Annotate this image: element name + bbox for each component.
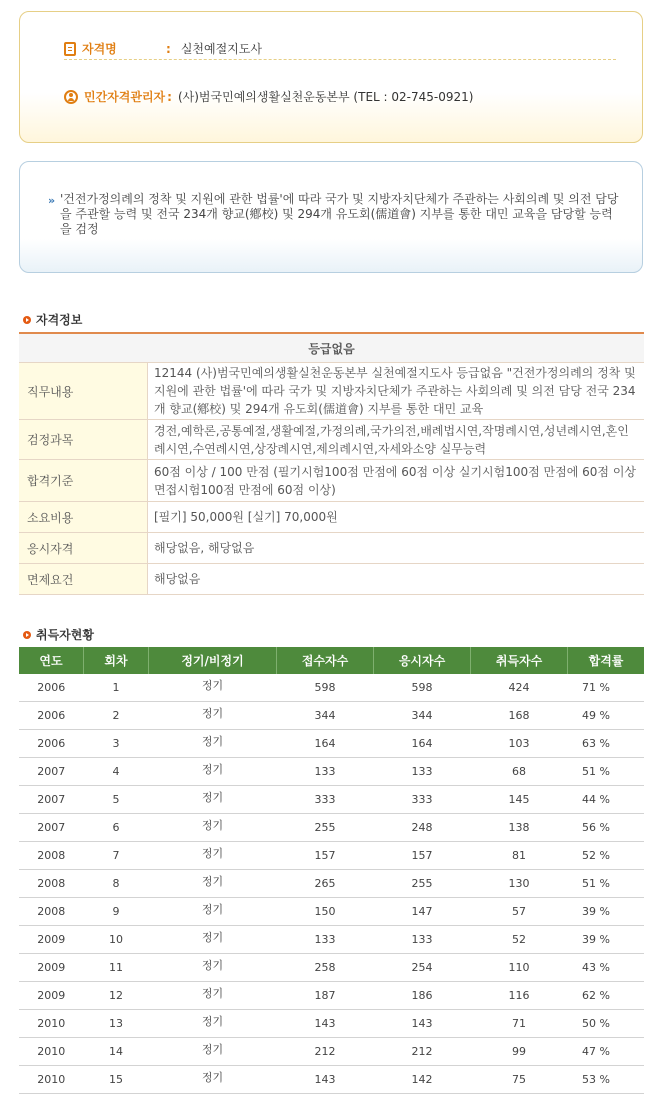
- type-cell: 정기: [149, 1066, 277, 1094]
- applicants-cell: 150: [277, 898, 374, 926]
- year-cell: 2006: [19, 674, 84, 702]
- info-section-title: [23, 311, 82, 328]
- stats-section-title-text: 취득자현황: [36, 628, 94, 642]
- info-row-cost: [19, 502, 644, 533]
- header-applicants: 접수자수: [277, 647, 374, 674]
- table-row: [19, 730, 644, 758]
- year-cell: 2010: [19, 1010, 84, 1038]
- type-cell: 정기: [149, 982, 277, 1010]
- table-row: [19, 842, 644, 870]
- examinees-cell: 133: [374, 758, 471, 786]
- pass-rate-cell: 51 %: [568, 758, 645, 786]
- acquirers-cell: 81: [471, 842, 568, 870]
- info-row-eligibility: [19, 533, 644, 564]
- pass-rate-cell: 39 %: [568, 898, 645, 926]
- applicants-cell: 133: [277, 926, 374, 954]
- round-cell: 2: [84, 702, 149, 730]
- table-row: [19, 1066, 644, 1094]
- info-label: 응시자격: [19, 533, 148, 564]
- table-row: [19, 898, 644, 926]
- header-pass-rate: 합격률: [568, 647, 645, 674]
- table-row: [19, 982, 644, 1010]
- info-label: 검정과목: [19, 420, 148, 460]
- type-cell: 정기: [149, 730, 277, 758]
- year-cell: 2008: [19, 898, 84, 926]
- acquirers-cell: 99: [471, 1038, 568, 1066]
- round-cell: 14: [84, 1038, 149, 1066]
- document-icon: [64, 42, 76, 56]
- examinees-cell: 147: [374, 898, 471, 926]
- stats-header-row: [19, 647, 644, 674]
- applicants-cell: 187: [277, 982, 374, 1010]
- round-cell: 12: [84, 982, 149, 1010]
- table-row: [19, 926, 644, 954]
- cert-name-colon: :: [166, 41, 171, 56]
- table-row: [19, 870, 644, 898]
- round-cell: 5: [84, 786, 149, 814]
- type-cell: 정기: [149, 898, 277, 926]
- year-cell: 2007: [19, 758, 84, 786]
- examinees-cell: 157: [374, 842, 471, 870]
- type-cell: 정기: [149, 674, 277, 702]
- round-cell: 7: [84, 842, 149, 870]
- pass-rate-cell: 71 %: [568, 674, 645, 702]
- round-cell: 8: [84, 870, 149, 898]
- round-cell: 11: [84, 954, 149, 982]
- header-acquirers: 취득자수: [471, 647, 568, 674]
- examinees-cell: 254: [374, 954, 471, 982]
- info-label: 소요비용: [19, 502, 148, 533]
- info-value: 경전,예학론,공통예절,생활예절,가정의례,국가의전,배례법시연,작명례시연,성년례시연,혼인례시연,수연례시연,상장례시연,제의례시연,자세와소양 실무능력: [148, 420, 645, 460]
- pass-rate-cell: 62 %: [568, 982, 645, 1010]
- pass-rate-cell: 56 %: [568, 814, 645, 842]
- year-cell: 2010: [19, 1066, 84, 1094]
- info-value: 60점 이상 / 100 만점 (필기시험100점 만점에 60점 이상 실기시험100점 만점에 60점 이상 면접시험100점 만점에 60점 이상): [148, 460, 645, 502]
- year-cell: 2009: [19, 982, 84, 1010]
- cert-name-label: 자격명: [82, 42, 117, 56]
- acquirers-cell: 110: [471, 954, 568, 982]
- type-cell: 정기: [149, 786, 277, 814]
- applicants-cell: 258: [277, 954, 374, 982]
- pass-rate-cell: 47 %: [568, 1038, 645, 1066]
- year-cell: 2009: [19, 926, 84, 954]
- acquirers-cell: 424: [471, 674, 568, 702]
- acquirers-cell: 68: [471, 758, 568, 786]
- applicants-cell: 598: [277, 674, 374, 702]
- info-label: 면제요건: [19, 564, 148, 595]
- bullet-arrow-icon: [23, 316, 31, 324]
- examinees-cell: 333: [374, 786, 471, 814]
- pass-rate-cell: 50 %: [568, 1010, 645, 1038]
- examinees-cell: 142: [374, 1066, 471, 1094]
- applicants-cell: 265: [277, 870, 374, 898]
- year-cell: 2006: [19, 730, 84, 758]
- examinees-cell: 598: [374, 674, 471, 702]
- type-cell: 정기: [149, 842, 277, 870]
- cert-manager-value: (사)범국민예의생활실천운동본부 (TEL : 02-745-0921): [177, 90, 474, 104]
- round-cell: 10: [84, 926, 149, 954]
- round-cell: 4: [84, 758, 149, 786]
- acquirers-cell: 116: [471, 982, 568, 1010]
- acquirers-cell: 57: [471, 898, 568, 926]
- round-cell: 13: [84, 1010, 149, 1038]
- examinees-cell: 344: [374, 702, 471, 730]
- type-cell: 정기: [149, 870, 277, 898]
- applicants-cell: 143: [277, 1010, 374, 1038]
- applicants-cell: 333: [277, 786, 374, 814]
- info-row-exemption: [19, 564, 644, 595]
- table-row: [19, 1038, 644, 1066]
- acquirers-cell: 75: [471, 1066, 568, 1094]
- stats-section-title: [23, 626, 94, 643]
- year-cell: 2009: [19, 954, 84, 982]
- table-row: [19, 954, 644, 982]
- table-row: [19, 758, 644, 786]
- acquirers-cell: 130: [471, 870, 568, 898]
- description-text: '건전가정의례의 정착 및 지원에 관한 법률'에 따라 국가 및 지방자치단체가 주관하는 사회의례 및 의전 담당을 주관할 능력 및 전국 234개 향교(鄕校) 및 294개 유도회(儒道會) 지부를 통한 대민 교육을 담당할 능력을 검정: [60, 192, 619, 236]
- examinees-cell: 186: [374, 982, 471, 1010]
- info-label: 합격기준: [19, 460, 148, 502]
- examinees-cell: 143: [374, 1010, 471, 1038]
- acquirers-cell: 145: [471, 786, 568, 814]
- stats-table: [19, 647, 644, 1094]
- applicants-cell: 157: [277, 842, 374, 870]
- acquirers-cell: 103: [471, 730, 568, 758]
- grade-cell: 등급없음: [19, 333, 644, 363]
- applicants-cell: 164: [277, 730, 374, 758]
- round-cell: 9: [84, 898, 149, 926]
- pass-rate-cell: 49 %: [568, 702, 645, 730]
- info-value: 해당없음: [148, 564, 645, 595]
- cert-divider: [64, 59, 616, 60]
- table-row: [19, 674, 644, 702]
- cert-name-row: [64, 40, 262, 57]
- type-cell: 정기: [149, 1038, 277, 1066]
- year-cell: 2007: [19, 814, 84, 842]
- year-cell: 2008: [19, 842, 84, 870]
- type-cell: 정기: [149, 926, 277, 954]
- examinees-cell: 248: [374, 814, 471, 842]
- type-cell: 정기: [149, 814, 277, 842]
- description-box: [19, 161, 643, 273]
- examinees-cell: 255: [374, 870, 471, 898]
- info-value: 12144 (사)범국민예의생활실천운동본부 실천예절지도사 등급없음 "건전가정의례의 정착 및 지원에 관한 법률'에 따라 국가 및 지방자치단체가 주관하는 사회의례 및 의전 담당 전국 234개 향교(鄕校) 및 294개 유도회(儒道會) 지부를 통한 대민 교육: [148, 363, 645, 420]
- year-cell: 2008: [19, 870, 84, 898]
- header-type: 정기/비정기: [149, 647, 277, 674]
- pass-rate-cell: 63 %: [568, 730, 645, 758]
- info-row-pass-criteria: [19, 460, 644, 502]
- pass-rate-cell: 53 %: [568, 1066, 645, 1094]
- cert-manager-label: 민간자격관리자: [84, 90, 166, 104]
- pass-rate-cell: 39 %: [568, 926, 645, 954]
- user-icon: [64, 90, 78, 104]
- info-value: 해당없음, 해당없음: [148, 533, 645, 564]
- applicants-cell: 133: [277, 758, 374, 786]
- pass-rate-cell: 51 %: [568, 870, 645, 898]
- cert-manager-row: [64, 88, 473, 105]
- type-cell: 정기: [149, 758, 277, 786]
- header-year: 연도: [19, 647, 84, 674]
- pass-rate-cell: 44 %: [568, 786, 645, 814]
- cert-name-value: 실천예절지도사: [180, 42, 262, 56]
- bullet-arrow-icon: [23, 631, 31, 639]
- examinees-cell: 212: [374, 1038, 471, 1066]
- info-label: 직무내용: [19, 363, 148, 420]
- applicants-cell: 344: [277, 702, 374, 730]
- year-cell: 2010: [19, 1038, 84, 1066]
- info-table: [19, 332, 644, 595]
- examinees-cell: 164: [374, 730, 471, 758]
- grade-row: [19, 333, 644, 363]
- info-section-title-text: 자격정보: [36, 313, 83, 327]
- round-cell: 3: [84, 730, 149, 758]
- acquirers-cell: 52: [471, 926, 568, 954]
- stats-body: [19, 674, 644, 1094]
- round-cell: 15: [84, 1066, 149, 1094]
- acquirers-cell: 168: [471, 702, 568, 730]
- acquirers-cell: 71: [471, 1010, 568, 1038]
- info-row-duty: [19, 363, 644, 420]
- table-row: [19, 702, 644, 730]
- year-cell: 2007: [19, 786, 84, 814]
- header-examinees: 응시자수: [374, 647, 471, 674]
- pass-rate-cell: 43 %: [568, 954, 645, 982]
- double-arrow-icon: »: [48, 194, 56, 207]
- info-value: [필기] 50,000원 [실기] 70,000원: [148, 502, 645, 533]
- table-row: [19, 814, 644, 842]
- type-cell: 정기: [149, 702, 277, 730]
- applicants-cell: 212: [277, 1038, 374, 1066]
- pass-rate-cell: 52 %: [568, 842, 645, 870]
- round-cell: 6: [84, 814, 149, 842]
- year-cell: 2006: [19, 702, 84, 730]
- header-round: 회차: [84, 647, 149, 674]
- examinees-cell: 133: [374, 926, 471, 954]
- type-cell: 정기: [149, 1010, 277, 1038]
- info-row-subjects: [19, 420, 644, 460]
- acquirers-cell: 138: [471, 814, 568, 842]
- table-row: [19, 1010, 644, 1038]
- certification-header-box: [19, 11, 643, 143]
- table-row: [19, 786, 644, 814]
- round-cell: 1: [84, 674, 149, 702]
- applicants-cell: 255: [277, 814, 374, 842]
- cert-manager-colon: :: [167, 89, 172, 104]
- applicants-cell: 143: [277, 1066, 374, 1094]
- type-cell: 정기: [149, 954, 277, 982]
